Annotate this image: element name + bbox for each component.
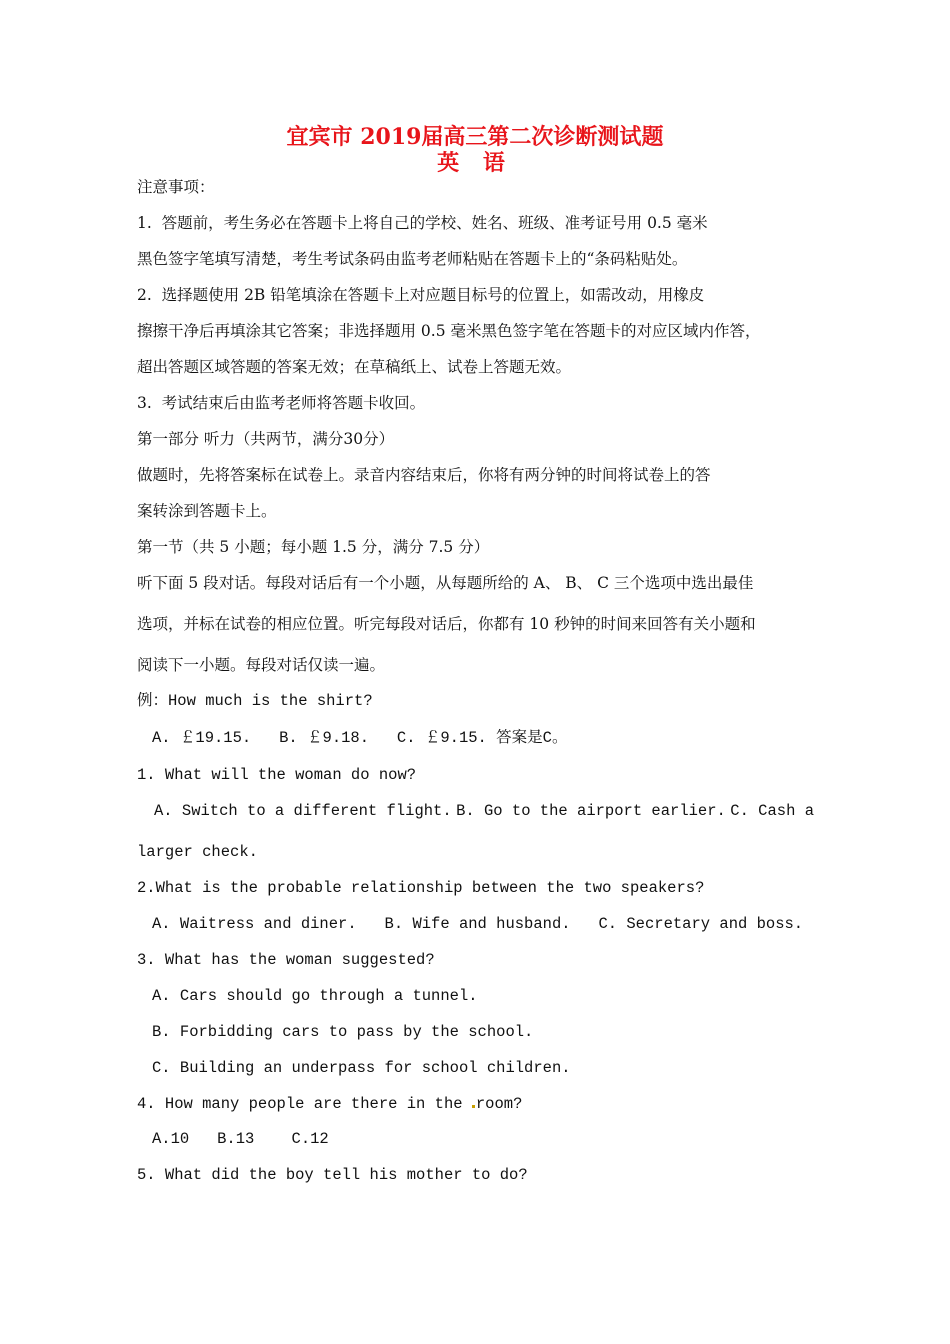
section1-instruction-line-3: 阅读下一小题。每段对话仅读一遍。 — [137, 656, 386, 674]
subject-title: 英 语 — [437, 150, 513, 176]
marker-dot — [472, 1105, 475, 1108]
question-4-options: A.10 B.13 C.12 — [152, 1130, 329, 1148]
question-1-option-a: A. Switch to a different flight. — [154, 802, 452, 820]
question-5: 5. What did the boy tell his mother to do? — [137, 1166, 528, 1184]
example-options: A. ￡19.15. B. ￡9.18. C. ￡9.15. 答案是C。 — [152, 729, 568, 747]
section1-instruction-line-2: 选项，并标在试卷的相应位置。听完每段对话后，你都有 10 秒钟的时间来回答有关小题和 — [137, 615, 756, 633]
question-2-options: A. Waitress and diner. B. Wife and husband. C. Secretary and boss. — [152, 915, 804, 933]
question-1-option-c: C. Cash a — [730, 802, 814, 820]
example-question: 例：How much is the shirt? — [137, 692, 373, 710]
question-3-option-a: A. Cars should go through a tunnel. — [152, 987, 478, 1005]
question-4-text-end: room? — [475, 1095, 523, 1113]
part1-heading: 第一部分 听力（共两节，满分30分） — [137, 430, 395, 448]
question-1-option-continuation: larger check. — [137, 843, 258, 861]
notice-item-1-line-1: 1. 答题前，考生务必在答题卡上将自己的学校、姓名、班级、准考证号用 0.5 毫米 — [137, 214, 708, 232]
question-1-option-b: B. Go to the airport earlier. — [456, 802, 726, 820]
part1-instruction-line-2: 案转涂到答题卡上。 — [137, 502, 277, 520]
notice-heading: 注意事项： — [137, 178, 215, 196]
notice-item-2-line-1: 2. 选择题使用 2B 铅笔填涂在答题卡上对应题目标号的位置上，如需改动，用橡皮 — [137, 286, 705, 304]
notice-item-2-line-3: 超出答题区域答题的答案无效；在草稿纸上、试卷上答题无效。 — [137, 358, 572, 376]
question-2: 2.What is the probable relationship between the two speakers? — [137, 879, 705, 897]
question-3-option-c: C. Building an underpass for school children. — [152, 1059, 571, 1077]
notice-item-3: 3. 考试结束后由监考老师将答题卡收回。 — [137, 394, 426, 412]
question-3: 3. What has the woman suggested? — [137, 951, 435, 969]
question-3-option-b: B. Forbidding cars to pass by the school. — [152, 1023, 534, 1041]
notice-item-2-line-2: 擦擦干净后再填涂其它答案；非选择题用 0.5 毫米黑色签字笔在答题卡的对应区域内作答， — [137, 322, 761, 340]
question-1: 1. What will the woman do now? — [137, 766, 417, 784]
question-4-text-start: 4. How many people are there in the — [137, 1095, 472, 1113]
notice-item-1-line-2: 黑色签字笔填写清楚，考生考试条码由监考老师粘贴在答题卡上的“条码粘贴处。 — [137, 250, 688, 268]
question-4 — [137, 1094, 522, 1114]
section1-heading: 第一节（共 5 小题；每小题 1.5 分，满分 7.5 分） — [137, 538, 490, 556]
part1-instruction-line-1: 做题时，先将答案标在试卷上。录音内容结束后，你将有两分钟的时间将试卷上的答 — [137, 466, 711, 484]
page-title: 宜宾市 2019届高三第二次诊断测试题 — [286, 124, 664, 150]
question-1-options — [154, 801, 814, 821]
section1-instruction-line-1: 听下面 5 段对话。每段对话后有一个小题，从每题所给的 A、 B、 C 三个选项中选出最佳 — [137, 574, 754, 592]
